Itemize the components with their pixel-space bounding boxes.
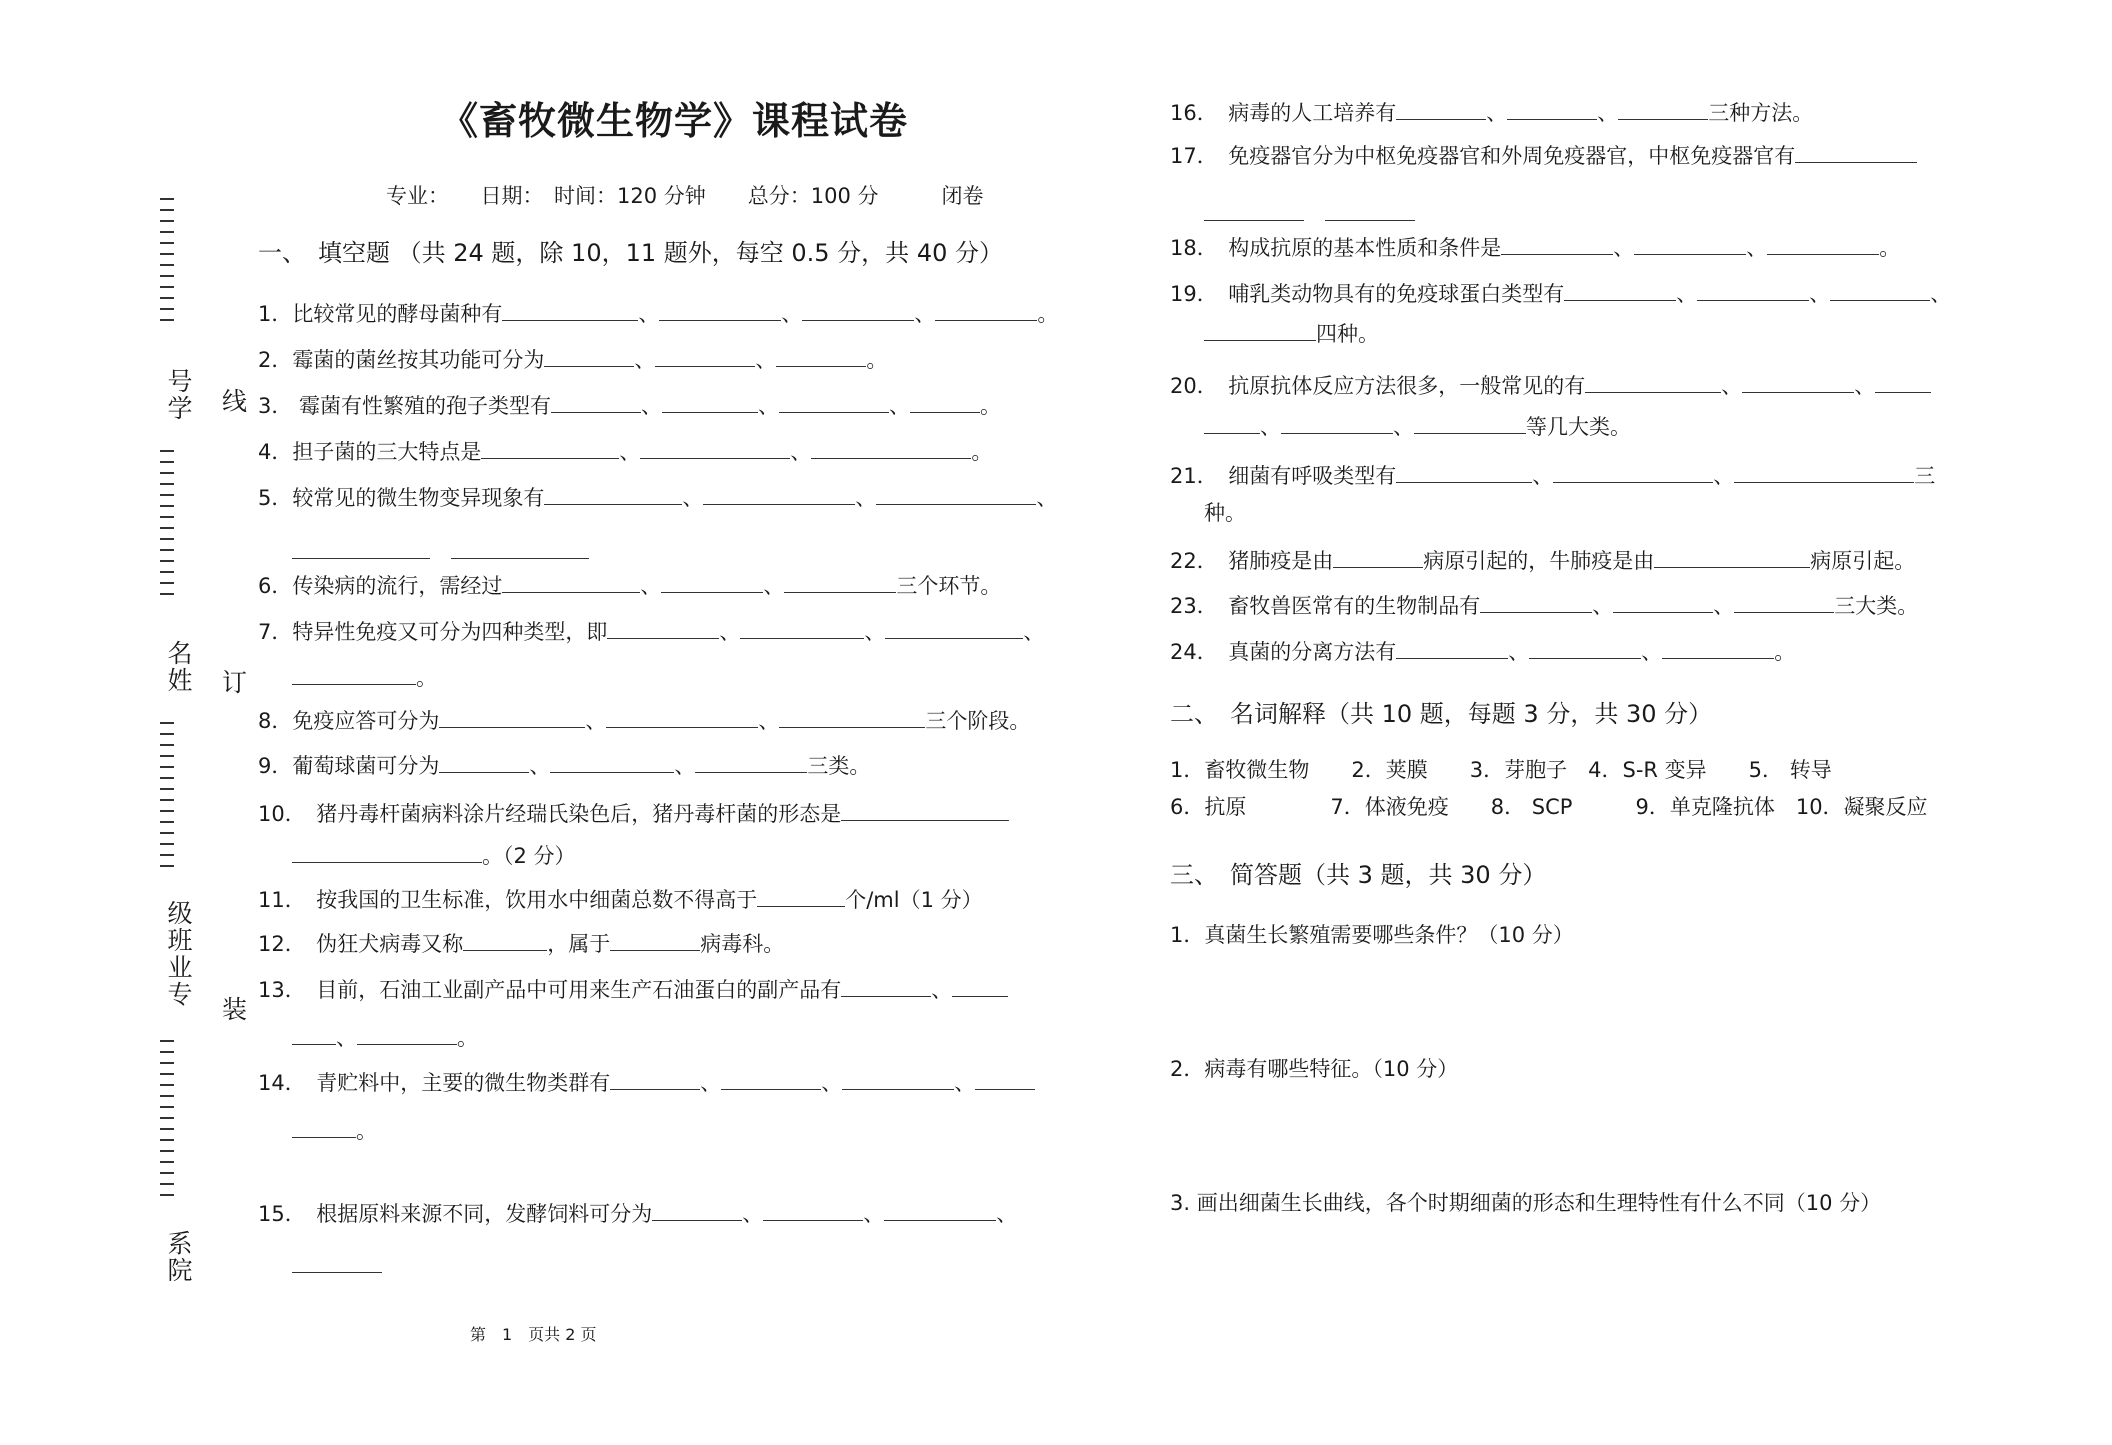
answer-blank[interactable]	[876, 482, 1036, 505]
question-number: 14．	[258, 1071, 296, 1095]
question-23: 23． 畜牧兽医常有的生物制品有 、 、 三大类。	[1170, 590, 1918, 621]
term-item: 2．荚膜	[1351, 758, 1428, 782]
answer-blank[interactable]	[1795, 140, 1917, 163]
question-number: 10．	[258, 802, 296, 826]
answer-blank[interactable]	[1767, 232, 1879, 255]
question-7: 7．特异性免疫又可分为四种类型，即 、 、 、	[258, 616, 1044, 647]
answer-blank[interactable]	[779, 390, 889, 413]
question-text: 抗原抗体反应方法很多，一般常见的有	[1228, 374, 1586, 398]
question-number: 21．	[1170, 464, 1208, 488]
answer-blank[interactable]	[439, 750, 529, 773]
binding-field-department	[160, 1230, 196, 1284]
question-20: 20． 抗原抗体反应方法很多，一般常见的有 、 、	[1170, 370, 1931, 401]
answer-blank[interactable]	[740, 616, 864, 639]
section3-title: 三、 简答题（共 3 题，共 30 分）	[1170, 861, 1547, 889]
question-text: 三个环节。	[896, 574, 1002, 598]
answer-blank[interactable]	[779, 705, 925, 728]
answer-blank[interactable]	[451, 536, 589, 559]
question-9: 9．葡萄球菌可分为 、 、 三类。	[258, 750, 870, 781]
question-text: 7．特异性免疫又可分为四种类型，即	[258, 620, 608, 644]
question-number: 19．	[1170, 282, 1208, 306]
answer-blank[interactable]	[1553, 460, 1713, 483]
question-16: 16． 病毒的人工培养有 、 、 三种方法。	[1170, 97, 1813, 128]
answer-blank[interactable]	[661, 570, 763, 593]
answer-blank[interactable]	[551, 390, 641, 413]
binding-field-char: 班	[164, 927, 193, 954]
binding-dash-line-1	[160, 198, 174, 330]
question-text: 3． 霉菌有性繁殖的孢子类型有	[258, 394, 552, 418]
question-5-cont	[292, 536, 589, 567]
question-12	[258, 928, 784, 959]
question-19: 19． 哺乳类动物具有的免疫球蛋白类型有 、 、 、	[1170, 278, 1951, 309]
term-item: 1．畜牧微生物	[1170, 758, 1310, 782]
answer-blank[interactable]	[763, 1198, 863, 1221]
answer-blank[interactable]	[659, 298, 781, 321]
answer-blank[interactable]	[652, 1198, 742, 1221]
answer-blank[interactable]	[952, 974, 1008, 997]
question-13-cont: 、 。	[292, 1022, 478, 1053]
answer-blank[interactable]	[292, 840, 482, 863]
question-number: 15．	[258, 1202, 296, 1226]
question-7-cont: 。	[292, 662, 437, 693]
question-11	[258, 884, 983, 915]
terms-row-2	[1170, 792, 1928, 822]
question-number: 20．	[1170, 374, 1208, 398]
answer-blank[interactable]	[1654, 545, 1810, 568]
question-20-cont: 、 、 等几大类。	[1204, 411, 1631, 442]
question-text: 9．葡萄球菌可分为	[258, 754, 440, 778]
question-text: 。（2 分）	[482, 844, 576, 868]
question-text: 免疫器官分为中枢免疫器官和外周免疫器官，中枢免疫器官有	[1228, 144, 1796, 168]
answer-blank[interactable]	[292, 1250, 382, 1273]
answer-blank[interactable]	[842, 1067, 954, 1090]
question-17-cont	[1204, 198, 1415, 229]
question-text: 病原引起的，牛肺疫是由	[1423, 549, 1655, 573]
answer-blank[interactable]	[1204, 198, 1304, 221]
question-3: 3． 霉菌有性繁殖的孢子类型有 、 、 、 。	[258, 390, 1001, 421]
question-18: 18． 构成抗原的基本性质和条件是 、 、 。	[1170, 232, 1900, 263]
question-15-cont	[292, 1250, 382, 1281]
question-4: 4．担子菌的三大特点是 、 、 。	[258, 436, 992, 467]
answer-blank[interactable]	[1281, 411, 1393, 434]
answer-blank[interactable]	[1585, 370, 1721, 393]
binding-mark-line: 线	[222, 387, 248, 416]
answer-blank[interactable]	[811, 436, 971, 459]
exam-header-info: 专业： 日期： 时间：120 分钟 总分：100 分 闭卷	[386, 184, 984, 208]
binding-dash-line-3	[160, 722, 174, 876]
question-number: 16．	[1170, 101, 1208, 125]
answer-blank[interactable]	[1507, 97, 1597, 120]
answer-blank[interactable]	[610, 928, 700, 951]
binding-field-char: 级	[164, 900, 193, 927]
question-10-cont	[292, 840, 576, 871]
term-item: 3．芽胞子	[1469, 758, 1568, 782]
question-19-cont	[1204, 318, 1379, 349]
answer-blank[interactable]	[776, 344, 866, 367]
question-text: 三类。	[807, 754, 871, 778]
answer-blank[interactable]	[544, 482, 682, 505]
question-text: 病毒科。	[700, 932, 785, 956]
question-number: 18．	[1170, 236, 1208, 260]
answer-blank[interactable]	[607, 616, 719, 639]
binding-field-char: 院	[164, 1257, 193, 1284]
question-text: ，属于	[547, 932, 611, 956]
binding-field-char: 专	[164, 981, 193, 1008]
binding-field-char: 姓	[164, 667, 193, 694]
answer-blank[interactable]	[439, 705, 585, 728]
term-item: 6．抗原	[1170, 795, 1247, 819]
binding-field-class-major	[160, 900, 196, 1008]
question-21: 21． 细菌有呼吸类型有 、 、 三	[1170, 460, 1935, 491]
answer-blank[interactable]	[1529, 636, 1641, 659]
answer-blank[interactable]	[721, 1067, 821, 1090]
short-answer-3: 3. 画出细菌生长曲线，各个时期细菌的形态和生理特性有什么不同（10 分）	[1170, 1191, 1882, 1215]
answer-blank[interactable]	[695, 750, 807, 773]
answer-blank[interactable]	[1634, 232, 1746, 255]
answer-blank[interactable]	[1480, 590, 1592, 613]
answer-blank[interactable]	[463, 928, 547, 951]
answer-blank[interactable]	[1875, 370, 1931, 393]
question-10	[258, 798, 1009, 829]
question-text: 等几大类。	[1526, 415, 1631, 439]
answer-blank[interactable]	[1830, 278, 1930, 301]
question-text: 构成抗原的基本性质和条件是	[1228, 236, 1502, 260]
answer-blank[interactable]	[640, 436, 790, 459]
answer-blank[interactable]	[975, 1067, 1035, 1090]
term-item: 9．单克隆抗体	[1635, 795, 1775, 819]
terms-row-1	[1170, 755, 1832, 785]
answer-blank[interactable]	[1204, 318, 1316, 341]
question-text: 2．霉菌的菌丝按其功能可分为	[258, 348, 545, 372]
question-8: 8．免疫应答可分为 、 、 三个阶段。	[258, 705, 1030, 736]
binding-field-char: 系	[164, 1230, 193, 1257]
question-number: 17．	[1170, 144, 1208, 168]
answer-blank[interactable]	[1742, 370, 1854, 393]
question-text: 按我国的卫生标准，饮用水中细菌总数不得高于	[316, 888, 758, 912]
answer-blank[interactable]	[703, 482, 855, 505]
question-text: 伪狂犬病毒又称	[316, 932, 464, 956]
question-number: 11．	[258, 888, 296, 912]
question-5: 5．较常见的微生物变异现象有 、 、 、	[258, 482, 1057, 513]
answer-blank[interactable]	[655, 344, 755, 367]
question-text: 5．较常见的微生物变异现象有	[258, 486, 545, 510]
question-text: 细菌有呼吸类型有	[1228, 464, 1397, 488]
question-text: 个/ml（1 分）	[845, 888, 983, 912]
answer-blank[interactable]	[1662, 636, 1774, 659]
question-text: 四种。	[1316, 322, 1379, 346]
answer-blank[interactable]	[502, 298, 638, 321]
binding-mark-order: 订	[222, 668, 248, 697]
answer-blank[interactable]	[1734, 590, 1834, 613]
answer-blank[interactable]	[1204, 411, 1260, 434]
question-text: 青贮料中，主要的微生物类群有	[316, 1071, 611, 1095]
question-text: 猪肺疫是由	[1228, 549, 1334, 573]
answer-blank[interactable]	[1396, 97, 1486, 120]
question-15: 15． 根据原料来源不同，发酵饲料可分为 、 、 、	[258, 1198, 1017, 1229]
short-answer-2: 2．病毒有哪些特征。（10 分）	[1170, 1057, 1459, 1081]
answer-blank[interactable]	[544, 344, 634, 367]
question-text: 三种方法。	[1708, 101, 1814, 125]
answer-blank[interactable]	[292, 536, 430, 559]
question-text: 6．传染病的流行，需经过	[258, 574, 503, 598]
question-text: 哺乳类动物具有的免疫球蛋白类型有	[1228, 282, 1565, 306]
question-text: 病原引起。	[1810, 549, 1916, 573]
binding-field-char: 学	[164, 395, 193, 422]
question-number: 24．	[1170, 640, 1208, 664]
term-item: 4．S-R 变异	[1588, 758, 1707, 782]
question-text: 真菌的分离方法有	[1228, 640, 1397, 664]
question-21-cont	[1204, 498, 1246, 528]
question-text: 三个阶段。	[925, 709, 1031, 733]
binding-dash-line-2	[160, 450, 174, 604]
binding-mark-bind: 装	[222, 995, 248, 1024]
answer-blank[interactable]	[1564, 278, 1676, 301]
question-1: 1．比较常见的酵母菌种有 、 、 、 。	[258, 298, 1058, 329]
answer-blank[interactable]	[292, 1115, 356, 1138]
answer-blank[interactable]	[1396, 636, 1508, 659]
question-number: 22．	[1170, 549, 1208, 573]
question-text: 根据原料来源不同，发酵饲料可分为	[316, 1202, 653, 1226]
question-number: 23．	[1170, 594, 1208, 618]
question-13: 13． 目前，石油工业副产品中可用来生产石油蛋白的副产品有 、	[258, 974, 1008, 1005]
answer-blank[interactable]	[1618, 97, 1708, 120]
question-text: 目前，石油工业副产品中可用来生产石油蛋白的副产品有	[316, 978, 842, 1002]
answer-blank[interactable]	[357, 1022, 457, 1045]
question-text: 1．比较常见的酵母菌种有	[258, 302, 503, 326]
question-number: 13．	[258, 978, 296, 1002]
question-number: 12．	[258, 932, 296, 956]
answer-blank[interactable]	[1613, 590, 1713, 613]
question-14: 14． 青贮料中，主要的微生物类群有 、 、 、	[258, 1067, 1035, 1098]
binding-field-name	[160, 640, 196, 694]
answer-blank[interactable]	[1501, 232, 1613, 255]
binding-field-char: 名	[164, 640, 193, 667]
question-text: 病毒的人工培养有	[1228, 101, 1397, 125]
answer-blank[interactable]	[292, 1022, 336, 1045]
answer-blank[interactable]	[1333, 545, 1423, 568]
term-item: 10．凝聚反应	[1795, 795, 1928, 819]
answer-blank[interactable]	[610, 1067, 700, 1090]
question-text: 猪丹毒杆菌病料涂片经瑞氏染色后，猪丹毒杆菌的形态是	[316, 802, 842, 826]
term-item: 8． SCP	[1490, 795, 1573, 819]
answer-blank[interactable]	[481, 436, 619, 459]
answer-blank[interactable]	[502, 570, 640, 593]
answer-blank[interactable]	[935, 298, 1037, 321]
binding-field-char: 业	[164, 954, 193, 981]
answer-blank[interactable]	[292, 662, 416, 685]
question-2: 2．霉菌的菌丝按其功能可分为 、 、 。	[258, 344, 887, 375]
question-text: 三大类。	[1834, 594, 1919, 618]
question-text: 4．担子菌的三大特点是	[258, 440, 482, 464]
short-answer-1: 1．真菌生长繁殖需要哪些条件？（10 分）	[1170, 923, 1574, 947]
answer-blank[interactable]	[1414, 411, 1526, 434]
answer-blank[interactable]	[757, 884, 845, 907]
answer-blank[interactable]	[1734, 460, 1914, 483]
question-text: 8．免疫应答可分为	[258, 709, 440, 733]
page-title: 《畜牧微生物学》课程试卷	[440, 99, 909, 143]
answer-blank[interactable]	[802, 298, 914, 321]
question-14-cont: 。	[292, 1115, 377, 1146]
term-item: 5． 转导	[1748, 758, 1832, 782]
answer-blank[interactable]	[550, 750, 674, 773]
term-item: 7．体液免疫	[1330, 795, 1449, 819]
answer-blank[interactable]	[910, 390, 980, 413]
question-text: 畜牧兽医常有的生物制品有	[1228, 594, 1481, 618]
binding-dash-line-4	[160, 1040, 174, 1205]
answer-blank[interactable]	[606, 705, 758, 728]
answer-blank[interactable]	[1396, 460, 1532, 483]
section1-title: 一、 填空题 （共 24 题，除 10，11 题外，每空 0.5 分，共 40 分）	[258, 239, 1003, 267]
question-22	[1170, 545, 1915, 576]
binding-field-student-id	[160, 368, 196, 422]
question-24: 24． 真菌的分离方法有 、 、 。	[1170, 636, 1795, 667]
answer-blank[interactable]	[841, 798, 1009, 821]
question-6: 6．传染病的流行，需经过 、 、 三个环节。	[258, 570, 1001, 601]
answer-blank[interactable]	[1325, 198, 1415, 221]
answer-blank[interactable]	[885, 616, 1023, 639]
question-text: 种。	[1204, 501, 1246, 525]
page-footer: 第 1 页共 2 页	[470, 1325, 597, 1344]
question-17	[1170, 140, 1917, 171]
binding-field-char: 号	[164, 368, 193, 395]
answer-blank[interactable]	[662, 390, 758, 413]
answer-blank[interactable]	[884, 1198, 996, 1221]
question-text: 三	[1914, 464, 1936, 488]
section2-title: 二、 名词解释（共 10 题，每题 3 分，共 30 分）	[1170, 700, 1713, 728]
answer-blank[interactable]	[1697, 278, 1809, 301]
answer-blank[interactable]	[784, 570, 896, 593]
answer-blank[interactable]	[841, 974, 931, 997]
